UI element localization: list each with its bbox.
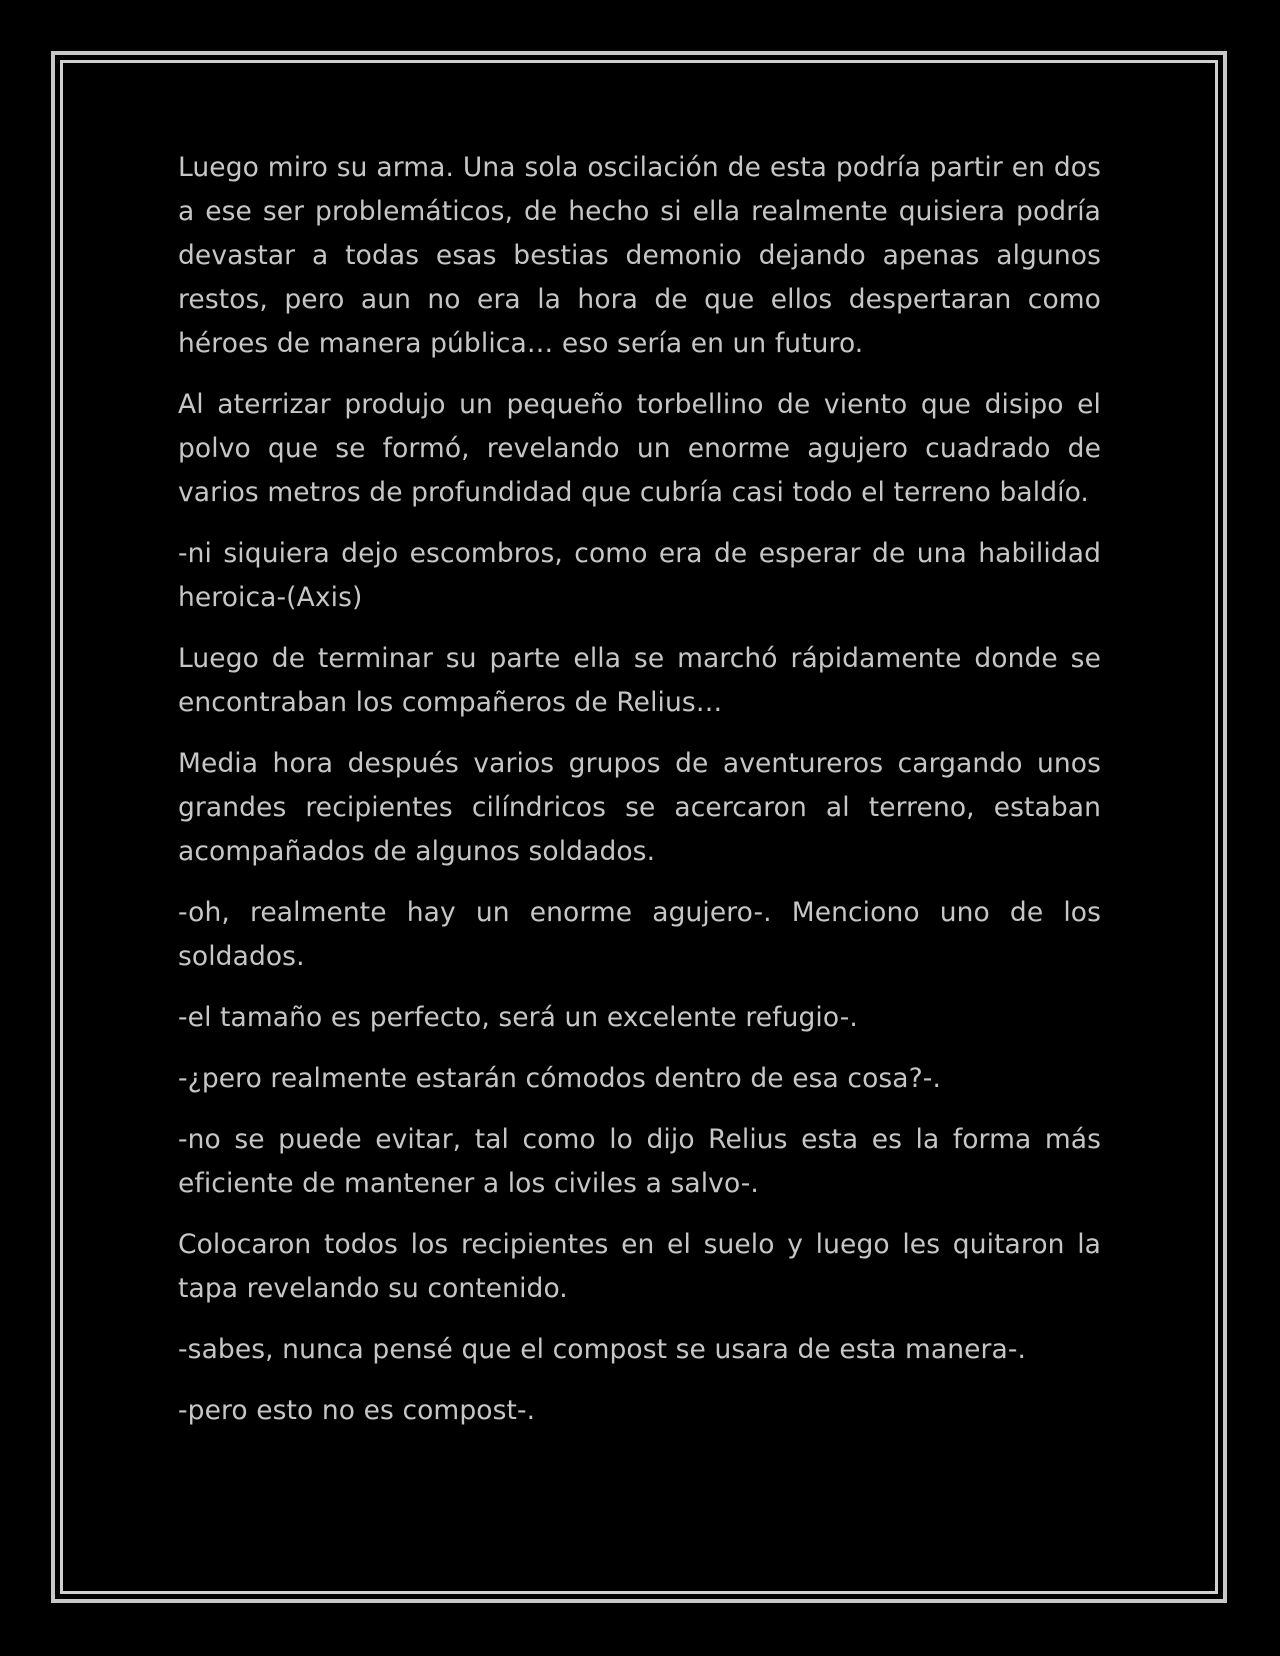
story-text (178, 146, 1101, 1450)
paragraph-12: -pero esto no es compost-. (178, 1395, 536, 1426)
paragraph-1: Luego miro su arma. Una sola oscilación de esta podría partir en dos a ese ser problemáticos, de hecho si ella realmente quisiera podría devastar a todas esas bestias demonio dejando apenas algunos restos, pero aun no era la hora de que ellos despertaran como héroes de manera pública… eso sería en un futuro. (178, 152, 1101, 359)
paragraph-3: -ni siquiera dejo escombros, como era de esperar de una habilidad heroica-(Axis) (178, 538, 1101, 613)
paragraph-7: -el tamaño es perfecto, será un excelente refugio-. (178, 1002, 858, 1033)
paragraph-8: -¿pero realmente estarán cómodos dentro de esa cosa?-. (178, 1063, 941, 1094)
paragraph-10: Colocaron todos los recipientes en el suelo y luego les quitaron la tapa revelando su contenido. (178, 1229, 1101, 1304)
paragraph-6: -oh, realmente hay un enorme agujero-. Menciono uno de los soldados. (178, 897, 1101, 972)
paragraph-11: -sabes, nunca pensé que el compost se usara de esta manera-. (178, 1334, 1027, 1365)
paragraph-2: Al aterrizar produjo un pequeño torbellino de viento que disipo el polvo que se formó, revelando un enorme agujero cuadrado de varios metros de profundidad que cubría casi todo el terreno baldío. (178, 389, 1101, 508)
paragraph-9: -no se puede evitar, tal como lo dijo Relius esta es la forma más eficiente de mantener a los civiles a salvo-. (178, 1124, 1101, 1199)
paragraph-4: Luego de terminar su parte ella se marchó rápidamente donde se encontraban los compañeros de Relius… (178, 643, 1101, 718)
paragraph-5: Media hora después varios grupos de aventureros cargando unos grandes recipientes cilíndricos se acercaron al terreno, estaban acompañados de algunos soldados. (178, 748, 1101, 867)
